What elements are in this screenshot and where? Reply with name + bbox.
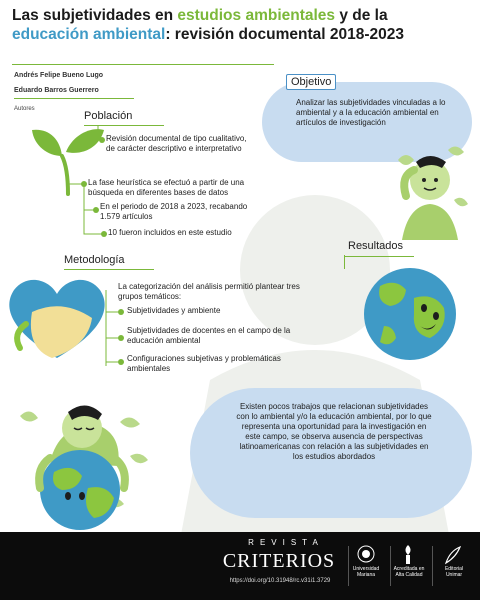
metodologia-item-3: Configuraciones subjetivas y problemáticas ambientales <box>127 354 281 373</box>
author-name-2: Eduardo Barros Guerrero <box>14 87 99 94</box>
resultados-heading: Resultados <box>348 240 404 252</box>
poblacion-heading: Población <box>84 110 133 122</box>
objetivo-heading: Objetivo <box>286 74 336 90</box>
author-name-1: Andrés Felipe Bueno Lugo <box>14 72 104 79</box>
resultados-underline <box>344 256 414 257</box>
earth-globe-icon <box>360 264 460 364</box>
person-with-leaves-illustration <box>388 140 470 240</box>
objetivo-text: Analizar las subjetividades vinculadas a lo ambiental y a la educación ambiental en artículos de investigación <box>296 98 446 127</box>
logo-editorial-line-2: Unimar <box>445 572 463 578</box>
university-seal-icon <box>357 545 375 563</box>
torch-icon <box>400 543 416 565</box>
poblacion-item-1: Revisión documental de tipo cualitativo, de carácter descriptivo e interpretativo <box>106 134 247 153</box>
poblacion-bullet-3 <box>93 207 99 213</box>
title-highlight-2: educación ambiental <box>12 26 166 43</box>
poblacion-bullet-2 <box>81 181 87 187</box>
logo-accreditation-line-1: Acreditada en <box>393 566 425 572</box>
page-title <box>12 6 468 44</box>
footer-divider-3 <box>432 546 433 586</box>
poblacion-item-3: En el periodo de 2018 a 2023, recabando 1.579 artículos <box>100 202 248 221</box>
title-part-2: y de la <box>335 7 388 24</box>
child-hugging-earth-illustration <box>10 392 160 532</box>
poblacion-item-4: 10 fueron incluidos en este estudio <box>108 228 232 237</box>
metodologia-bullet-1 <box>118 309 124 315</box>
logo-university-line-1: Universidad <box>352 566 380 572</box>
metodologia-underline <box>64 269 154 270</box>
brand-revista: REVISTA <box>248 538 324 547</box>
logo-university-line-2: Mariana <box>356 572 376 578</box>
poblacion-bullet-4 <box>101 231 107 237</box>
poblacion-item-2: La fase heurística se efectuó a partir de una búsqueda en diferentes bases de datos <box>88 178 245 197</box>
authors-label: Autores <box>14 106 35 112</box>
metodologia-bullet-3 <box>118 359 124 365</box>
logo-editorial-label <box>434 566 474 578</box>
doi-link[interactable]: https://doi.org/10.31948/rc.v31i1.3729 <box>229 578 331 584</box>
authors-divider <box>14 98 134 99</box>
logo-university-label <box>346 566 386 578</box>
metodologia-heading: Metodología <box>64 254 125 266</box>
title-part-1: Las subjetividades en <box>12 7 178 24</box>
logo-editorial-line-1: Editorial <box>444 566 464 572</box>
title-part-3: : revisión documental 2018-2023 <box>165 26 404 43</box>
logo-accreditation-label <box>388 566 430 578</box>
heart-hands-icon <box>2 272 112 362</box>
title-highlight-1: estudios ambientales <box>177 7 336 24</box>
metodologia-bullet-2 <box>118 335 124 341</box>
metodologia-item-2: Subjetividades de docentes en el campo de la educación ambiental <box>127 326 291 345</box>
logo-accreditation-line-2: Alta Calidad <box>395 572 423 578</box>
resultados-connector <box>344 255 345 269</box>
metodologia-intro: La categorización del análisis permitió plantear tres grupos temáticos: <box>118 282 300 301</box>
poblacion-bullet-1 <box>99 137 105 143</box>
metodologia-item-1: Subjetividades y ambiente <box>127 306 221 315</box>
title-divider <box>12 64 274 65</box>
conclusion-text: Existen pocos trabajos que relacionan subjetividades con lo ambiental y/o la educación ambiental, por lo que representa una oportunidad para la investigación en este campo, se observa ausencia de perspectivas latinoamericanas con relación a las subjetividades en los estudios abordados <box>236 402 432 461</box>
brand-criterios: CRITERIOS <box>222 550 336 572</box>
quill-icon <box>444 545 462 565</box>
